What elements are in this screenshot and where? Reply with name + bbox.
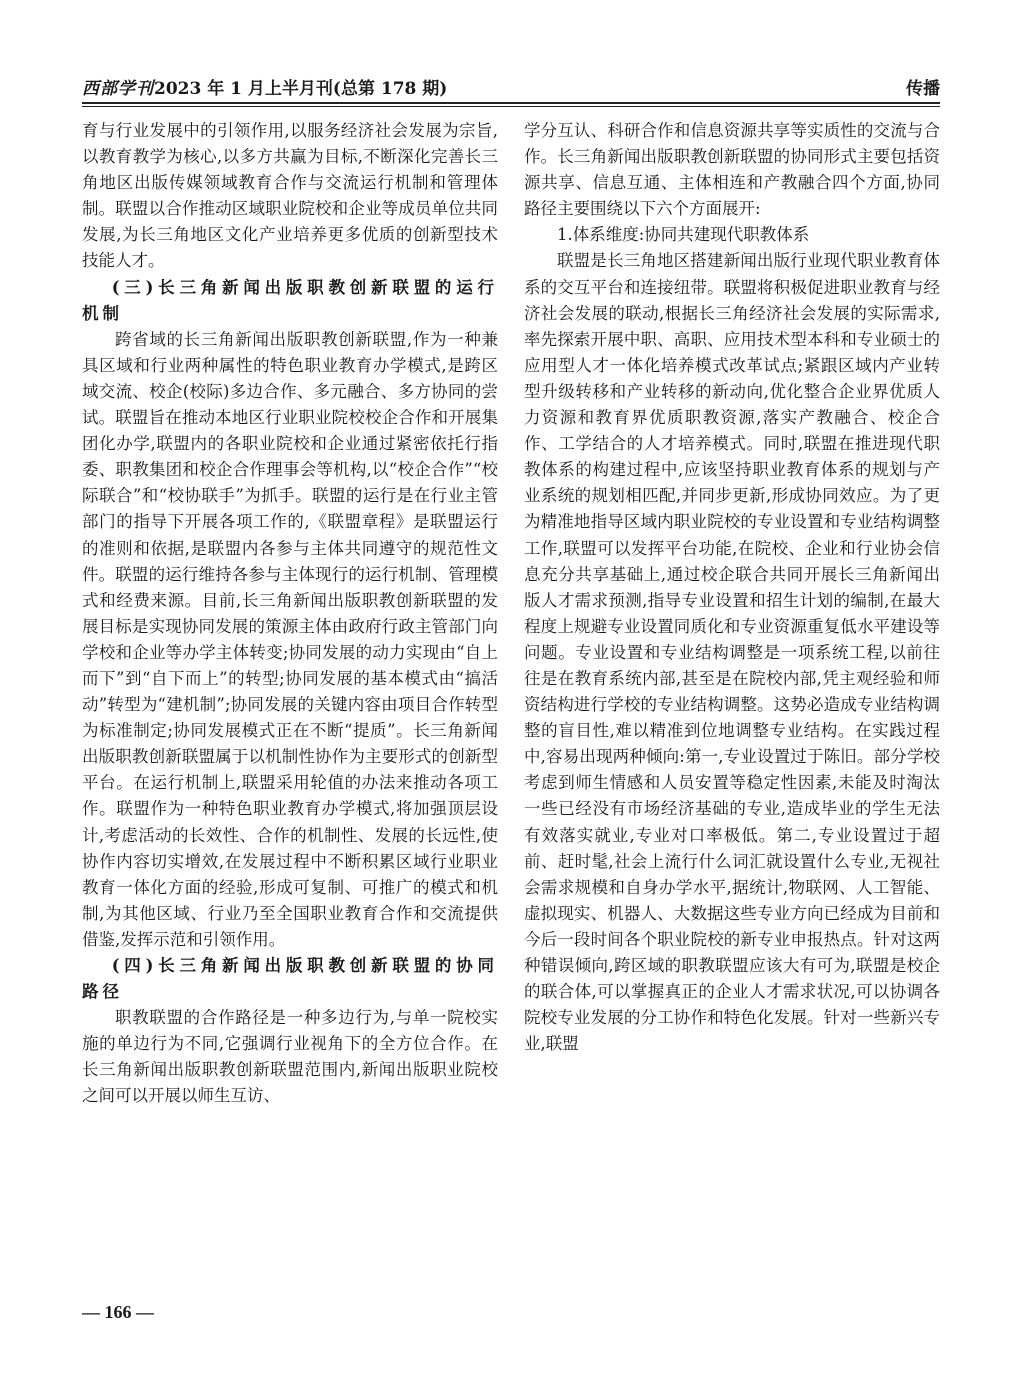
journal-logo: 西部学刊 <box>82 79 154 99</box>
subsection-heading: 1.体系维度:协同共建现代职教体系 <box>557 225 810 245</box>
header-rule-thin <box>82 106 940 107</box>
journal-title <box>82 74 447 99</box>
section-heading: (三)长三角新闻出版职教创新联盟的运行机制 <box>82 277 498 323</box>
journal-issue: 2023 年 1 月上半月刊(总第 178 期) <box>154 79 448 99</box>
header-rule <box>82 102 940 104</box>
paragraph: 跨省域的长三角新闻出版职教创新联盟,作为一种兼具区域和行业两种属性的特色职业教育办学模式,是跨区域交流、校企(校际)多边合作、多元融合、多方协同的尝试。联盟旨在推动本地区行业职业院校校企合作和开展集团化办学,联盟内的各职业院校和企业通过紧密依托行指委、职教集团和校企合作理事会等机构,以“校企合作”“校际联合”和“校协联手”为抓手。联盟的运行是在行业主管部门的指导下开展各项工作的,《联盟章程》是联盟运行的准则和依据,是联盟内各参与主体共同遵守的规范性文件。联盟的运行维持各参与主体现行的运行机制、管理模式和经费来源。目前,长三角新闻出版职教创新联盟的发展目标是实现协同发展的策源主体由政府行政主管部门向学校和企业等办学主体转变;协同发展的动力实现由“自上而下”到“自下而上”的转型;协同发展的基本模式由“搞活动”转型为“建机制”;协同发展的关键内容由项目合作转型为标准制定;协同发展模式正在不断“提质”。长三角新闻出版职教创新联盟属于以机制性协作为主要形式的创新型平台。在运行机制上,联盟采用轮值的办法来推动各项工作。联盟作为一种特色职业教育办学模式,将加强顶层设计,考虑活动的长效性、合作的机制性、发展的长远性,使协作内容切实增效,在发展过程中不断积累区域行业职业教育一体化方面的经验,形成可复制、可推广的模式和机制,为其他区域、行业乃至全国职业教育合作和交流提供借鉴,发挥示范和引领作用。 <box>82 329 498 949</box>
page-number: — 166 — <box>82 1302 154 1322</box>
section-name: 传播 <box>906 79 940 99</box>
running-header <box>82 70 940 106</box>
paragraph: 职教联盟的合作路径是一种多边行为,与单一院校实施的单边行为不同,它强调行业视角下的全方位合作。在长三角新闻出版职教创新联盟范围内,新闻出版职业院校之间可以开展以师生互访、 <box>82 1008 498 1106</box>
section-heading: (四)长三角新闻出版职教创新联盟的协同路径 <box>82 956 498 1002</box>
paragraph: 学分互认、科研合作和信息资源共享等实质性的交流与合作。长三角新闻出版职教创新联盟的协同形式主要包括资源共享、信息互通、主体相连和产教融合四个方面,协同路径主要围绕以下六个方面展开: <box>524 121 940 219</box>
paragraph: 育与行业发展中的引领作用,以服务经济社会发展为宗旨,以教育教学为核心,以多方共赢为目标,不断深化完善长三角地区出版传媒领域教育合作与交流运行机制和管理体制。联盟以合作推动区域职业院校和企业等成员单位共同发展,为长三角地区文化产业培养更多优质的创新型技术技能人才。 <box>82 121 498 271</box>
paragraph: 联盟是长三角地区搭建新闻出版行业现代职业教育体系的交互平台和连接纽带。联盟将积极促进职业教育与经济社会发展的联动,根据长三角经济社会发展的实际需求,率先探索开展中职、高职、应用技术型本科和专业硕士的应用型人才一体化培养模式改革试点;紧跟区域内产业转型升级转移和产业转移的新动向,优化整合企业界优质人力资源和教育界优质职教资源,落实产教融合、校企合作、工学结合的人才培养模式。同时,联盟在推进现代职教体系的构建过程中,应该坚持职业教育体系的规划与产业系统的规划相匹配,并同步更新,形成协同效应。为了更为精准地指导区域内职业院校的专业设置和专业结构调整工作,联盟可以发挥平台功能,在院校、企业和行业协会信息充分共享基础上,通过校企联合共同开展长三角新闻出版人才需求预测,指导专业设置和招生计划的编制,在最大程度上规避专业设置同质化和专业资源重复低水平建设等问题。专业设置和专业结构调整是一项系统工程,以前往往是在教育系统内部,甚至是在院校内部,凭主观经验和师资结构进行学校的专业结构调整。这势必造成专业结构调整的盲目性,难以精准到位地调整专业结构。在实践过程中,容易出现两种倾向:第一,专业设置过于陈旧。部分学校考虑到师生情感和人员安置等稳定性因素,未能及时淘汰一些已经没有市场经济基础的专业,造成毕业的学生无法有效落实就业,专业对口率极低。第二,专业设置过于超前、赶时髦,社会上流行什么词汇就设置什么专业,无视社会需求规模和自身办学水平,据统计,物联网、人工智能、虚拟现实、机器人、大数据这些专业方向已经成为目前和今后一段时间各个职业院校的新专业申报热点。针对这两种错误倾向,跨区域的职教联盟应该大有可为,联盟是校企的联合体,可以掌握真正的企业人才需求状况,可以协调各院校专业发展的分工协作和特色化发展。针对一些新兴专业,联盟 <box>524 251 940 1054</box>
right-column <box>524 118 940 1057</box>
left-column <box>82 118 498 1110</box>
